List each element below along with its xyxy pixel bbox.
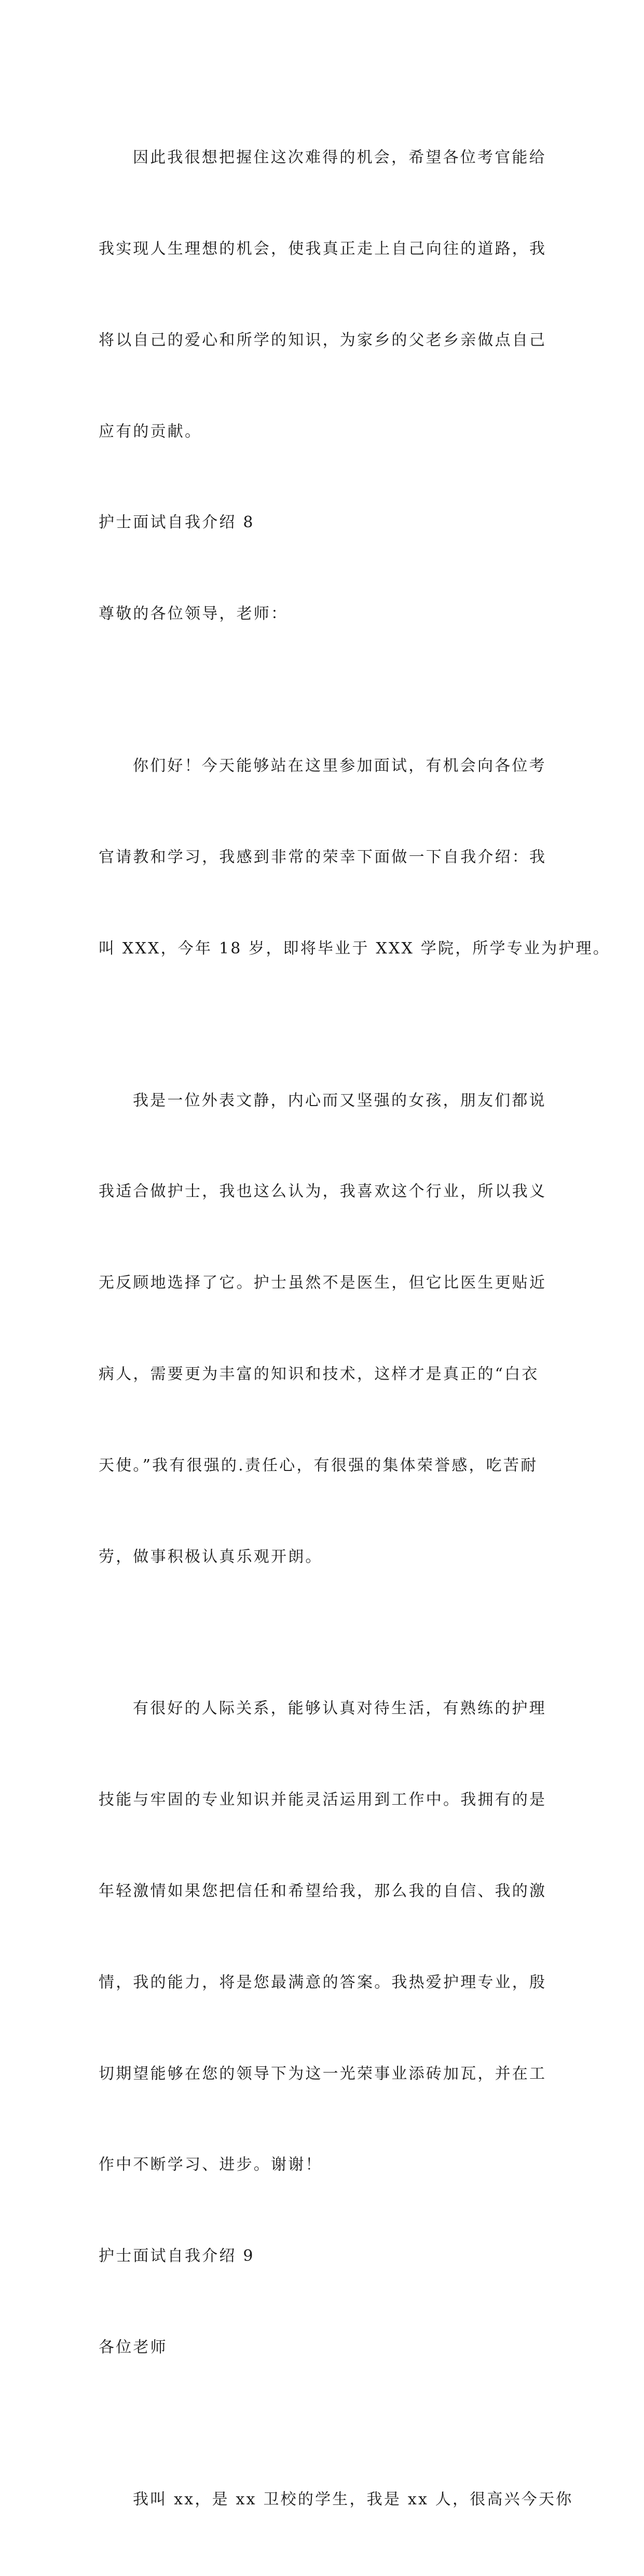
paragraph (99, 82, 545, 508)
text-line: 切期望能够在您的领导下为这一光荣事业添砖加瓦，并在工 (99, 2064, 547, 2083)
paragraph (99, 2424, 573, 2576)
salutation (99, 538, 545, 690)
paragraph (99, 690, 610, 1025)
text-line: 我适合做护士，我也这么认为，我喜欢这个行业，所以我义 (99, 1182, 547, 1201)
text-line: 作中不断学习、进步。谢谢！ (99, 2156, 323, 2174)
text-line: 劳，做事积极认真乐观开朗。 (99, 1547, 323, 1566)
text-line: 我是一位外表文静，内心而又坚强的女孩，朋友们都说 (133, 1091, 546, 1110)
text-line: 我实现人生理想的机会，使我真正走上自己向往的道路，我 (99, 239, 547, 258)
text-line: 你们好！今天能够站在这里参加面试，有机会向各位考 (133, 757, 546, 775)
salutation (99, 2272, 545, 2424)
heading-text: 护士面试自我介绍 8 (99, 513, 255, 532)
paragraph (99, 1633, 545, 2241)
text-line: 应有的贡献。 (99, 422, 202, 441)
salutation-text: 各位老师 (99, 2338, 168, 2356)
text-line: 病人，需要更为丰富的知识和技术，这样才是真正的“白衣 (99, 1365, 539, 1383)
paragraph (99, 1025, 545, 1633)
text-line: 叫 XXX，今年 18 岁，即将毕业于 XXX 学院，所学专业为护理。 (99, 939, 610, 958)
document-page (99, 82, 610, 2576)
text-line: 官请教和学习，我感到非常的荣幸下面做一下自我介绍：我 (99, 848, 547, 866)
text-line: 天使。”我有很强的.责任心，有很强的集体荣誉感，吃苦耐 (99, 1456, 538, 1475)
text-line: 情，我的能力，将是您最满意的答案。我热爱护理专业，殷 (99, 1973, 547, 1992)
text-line: 我叫 xx，是 xx 卫校的学生，我是 xx 人，很高兴今天你 (133, 2490, 573, 2509)
section-heading (99, 2241, 545, 2272)
text-line: 无反顾地选择了它。护士虽然不是医生，但它比医生更贴近 (99, 1274, 547, 1292)
text-line: 因此我很想把握住这次难得的机会，希望各位考官能给 (133, 148, 546, 167)
text-line: 有很好的人际关系，能够认真对待生活，有熟练的护理 (133, 1699, 546, 1718)
heading-text: 护士面试自我介绍 9 (99, 2247, 255, 2266)
salutation-text: 尊敬的各位领导，老师： (99, 605, 289, 623)
text-line: 将以自己的爱心和所学的知识，为家乡的父老乡亲做点自己 (99, 331, 547, 349)
section-heading (99, 508, 545, 538)
text-line: 技能与牢固的专业知识并能灵活运用到工作中。我拥有的是 (99, 1791, 547, 1809)
text-line: 年轻激情如果您把信任和希望给我，那么我的自信、我的激 (99, 1882, 547, 1901)
